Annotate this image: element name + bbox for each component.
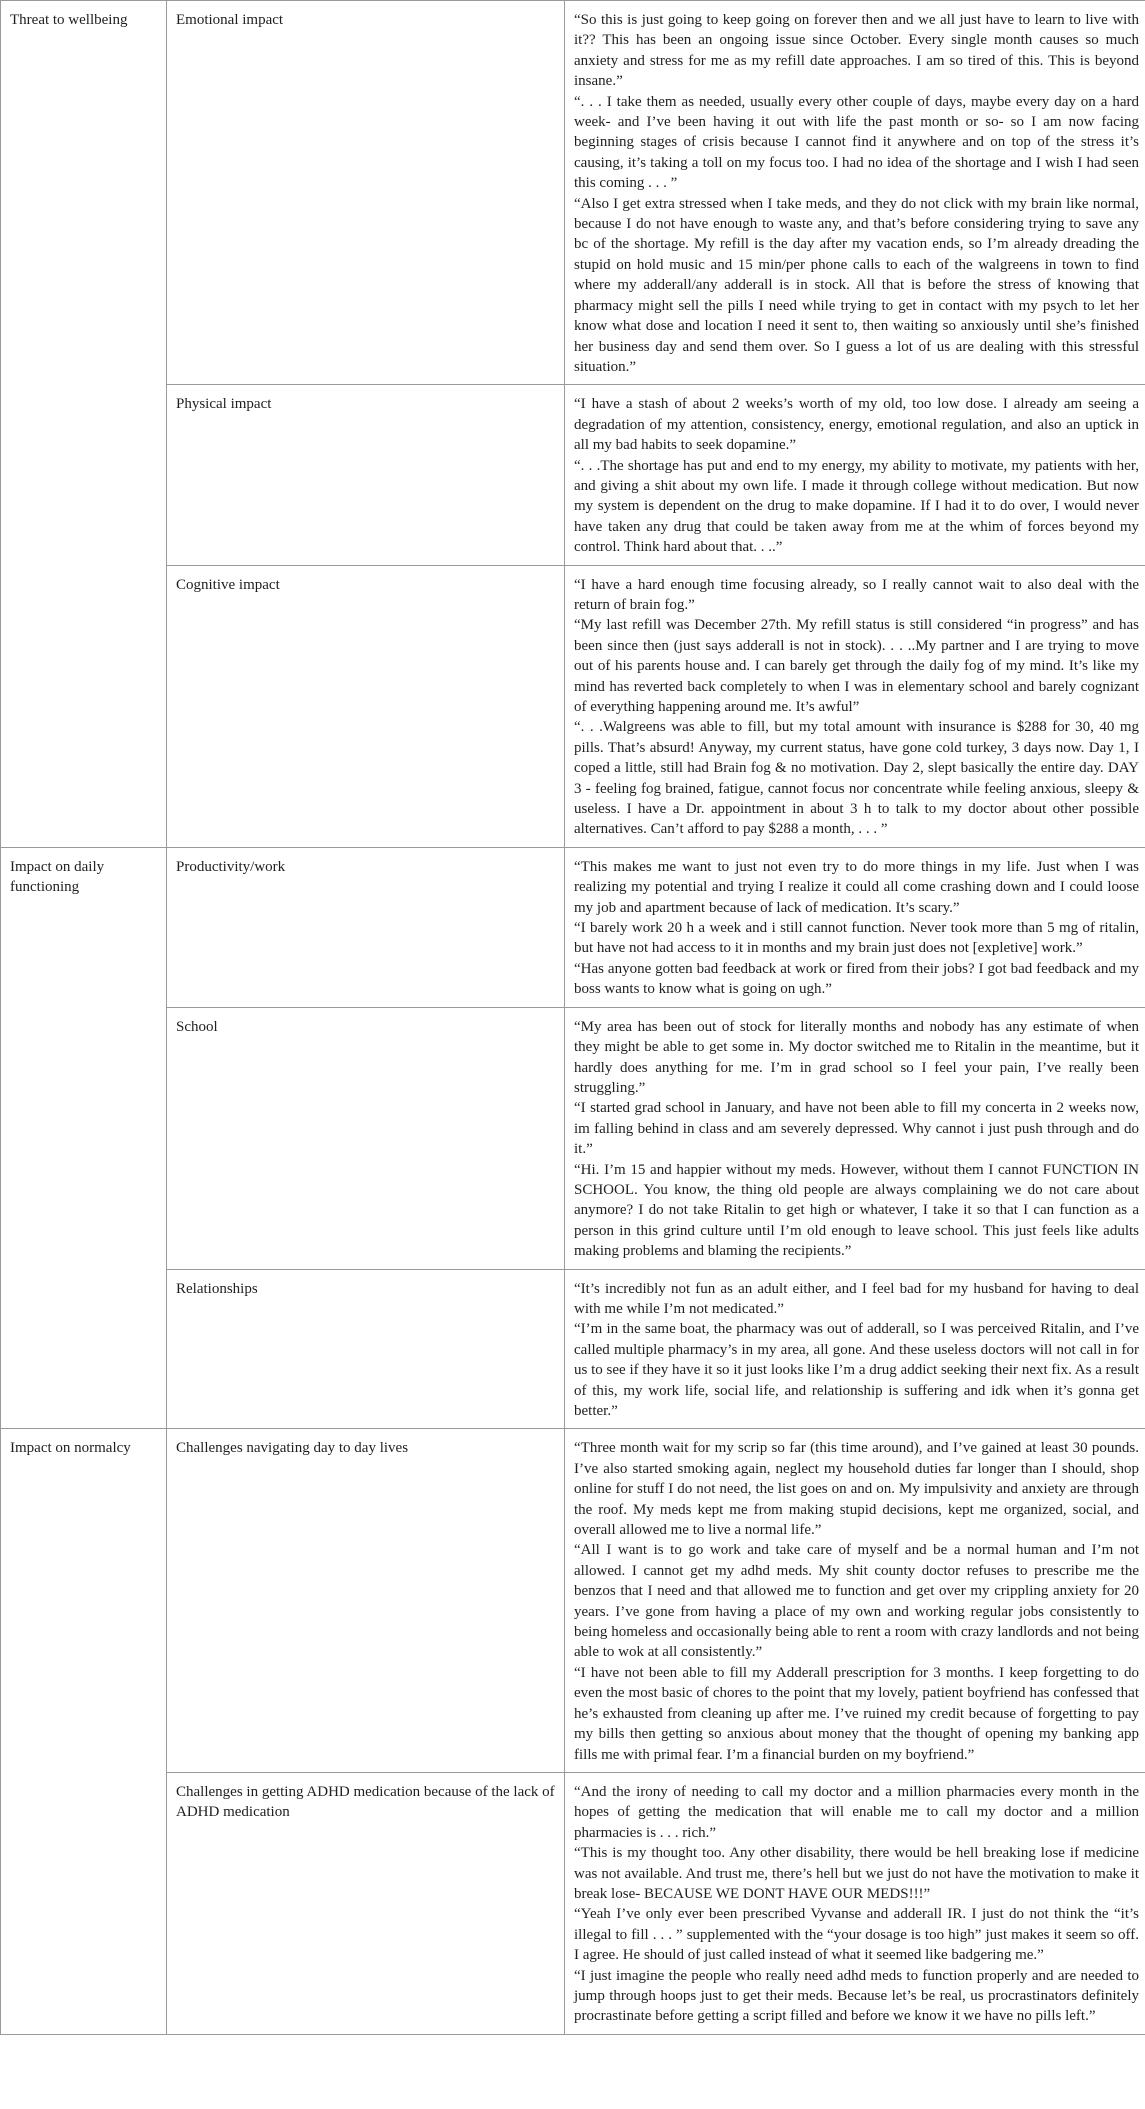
quotes-cell bbox=[565, 565, 1145, 847]
theme-cell: Impact on daily functioning bbox=[1, 847, 167, 1429]
quote-text: “So this is just going to keep going on forever then and we all just have to learn to live with it?? This has been an ongoing issue since October. Every single month causes so much anxiety and stress for me as my refill date approaches. I am so tired of this. This is beyond insane.” bbox=[574, 12, 1139, 90]
quote-text: “All I want is to go work and take care of myself and be a normal human and I’m not allowed. I cannot get my adhd meds. My shit county doctor refuses to prescribe me the benzos that I need and that allowed me to function and get over my crippling anxiety for 20 years. I’ve gone from having a place of my own and working regular jobs consistently to being homeless and occasionally being able to rent a room with crazy landlords and not being able to wok at all consistently.” bbox=[574, 1542, 1139, 1661]
quote-text: “I just imagine the people who really need adhd meds to function properly and are needed to jump through hoops just to get their meds. Because let’s be real, us procrastinators definitely procrastinate before getting a script filled and before we know it we have no pills left.” bbox=[574, 1967, 1139, 2025]
quote-text: “I have a stash of about 2 weeks’s worth of my old, too low dose. I already am seeing a degradation of my attention, consistency, energy, emotional regulation, and also an uptick in all my bad habits to seek dopamine.” bbox=[574, 396, 1139, 454]
quote-text: “Also I get extra stressed when I take meds, and they do not click with my brain like normal, because I do not have enough to waste any, and that’s before considering trying to save any bc of the shortage. My refill is the day after my vacation ends, so I’m already dreading the stupid on hold music and 15 min/per phone calls to each of the walgreens in town to find where my adderall/any adderall is in stock. All that is before the stress of knowing that pharmacy might sell the pills I need while trying to get in contact with my psych to let her know what dose and location I need it sent to, then waiting so anxiously until she’s finished her business day and send them over. So I guess a lot of us are dealing with this stressful situation.” bbox=[574, 195, 1139, 375]
quote-text: “It’s incredibly not fun as an adult either, and I feel bad for my husband for having to deal with me while I’m not medicated.” bbox=[574, 1280, 1139, 1317]
quote-text: “I’m in the same boat, the pharmacy was out of adderall, so I was perceived Ritalin, and I’ve called multiple pharmacy’s in my area, all gone. And these useless doctors will not call in for us to see if they have it so it just looks like I’m a drug addict seeking their next fix. As a result of this, my work life, social life, and relationship is suffering and idk when it’s gonna get better.” bbox=[574, 1321, 1139, 1419]
quote-text: “Hi. I’m 15 and happier without my meds. However, without them I cannot FUNCTION IN SCHOOL. You know, the thing old people are always complaining we do not care about anymore? I do not take Ritalin to get high or whatever, I take it so that I can function as a person in this grind culture until I’m old enough to leave school. This just feels like adults making problems and blaming the recipients.” bbox=[574, 1161, 1139, 1260]
subtheme-cell: Challenges navigating day to day lives bbox=[167, 1429, 565, 1773]
quotes-cell bbox=[565, 1007, 1145, 1269]
quote-text: “. . . I take them as needed, usually every other couple of days, maybe every day on a hard week- and I’ve been having it out with life the past month or so- so I am now facing beginning stages of crisis because I cannot find it anywhere and on top of the stress it’s causing, it’s taking a toll on my focus too. I had no idea of the shortage and I wish I had seen this coming . . . ” bbox=[574, 93, 1139, 192]
quote-text: “I barely work 20 h a week and i still cannot function. Never took more than 5 mg of ritalin, but have not had access to it in months and my brain just does not [expletive] work.” bbox=[574, 920, 1139, 957]
quote-text: “My last refill was December 27th. My refill status is still considered “in progress” and has been since then (just says adderall is not in stock). . . ..My partner and I are trying to move out of his parents house and. I can barely get through the daily fog of my mind. It’s like my mind has reverted back completely to when I was in elementary school and barely cognizant of everything happening around me. It’s awful” bbox=[574, 617, 1139, 715]
quote-text: “Three month wait for my scrip so far (this time around), and I’ve gained at least 30 pounds. I’ve also started smoking again, neglect my household duties far longer than I should, shop online for stuff I do not need, the list goes on and on. My impulsivity and anxiety are through the roof. My meds kept me from making stupid decisions, kept me organized, social, and overall allowed me to live a normal life.” bbox=[574, 1440, 1139, 1539]
table-row bbox=[1, 1269, 1145, 1429]
quote-text: “Yeah I’ve only ever been prescribed Vyvanse and adderall IR. I just do not think the “it’s illegal to fill . . . ” supplemented with the “your dosage is too high” just makes it seem so off. I agree. He should of just called instead of what it seemed like badgering me.” bbox=[574, 1906, 1139, 1964]
subtheme-cell: Relationships bbox=[167, 1269, 565, 1429]
table-row bbox=[1, 1, 1145, 385]
subtheme-cell: School bbox=[167, 1007, 565, 1269]
quotes-cell bbox=[565, 385, 1145, 565]
quote-text: “I have a hard enough time focusing already, so I really cannot wait to also deal with the return of brain fog.” bbox=[574, 576, 1139, 613]
table-row bbox=[1, 1772, 1145, 2034]
themes-table-body bbox=[1, 1, 1145, 2035]
theme-cell: Threat to wellbeing bbox=[1, 1, 167, 848]
quote-text: “I have not been able to fill my Adderall prescription for 3 months. I keep forgetting to do even the most basic of chores to the point that my lovely, patient boyfriend has confessed that he’s exhausted from cleaning up after me. I’ve ruined my credit because of forgetting to pay my bills then getting so anxious about money that the thought of opening my banking app fills me with primal fear. I’m a financial burden on my boyfriend.” bbox=[574, 1664, 1139, 1763]
table-row bbox=[1, 1429, 1145, 1773]
quote-text: “. . .The shortage has put and end to my energy, my ability to motivate, my patients with her, and giving a shit about my own life. I made it through college without medication. But now my system is dependent on the drug to make dopamine. If I had it to do over, I would never have taken any drug that could be taken away from me at the whim of forces beyond my control. Think hard about that. . ..” bbox=[574, 457, 1139, 556]
quotes-cell bbox=[565, 1429, 1145, 1773]
quote-text: “I started grad school in January, and have not been able to fill my concerta in 2 weeks now, im falling behind in class and am severely depressed. Why cannot i just push through and do it.” bbox=[574, 1100, 1139, 1158]
quotes-cell bbox=[565, 1, 1145, 385]
quotes-cell bbox=[565, 1269, 1145, 1429]
quote-text: “This is my thought too. Any other disability, there would be hell breaking lose if medicine was not available. And trust me, there’s hell but we just do not have the motivation to make it break lose- BECAUSE WE DONT HAVE OUR MEDS!!!” bbox=[574, 1845, 1139, 1902]
quote-text: “My area has been out of stock for literally months and nobody has any estimate of when they might be able to get some in. My doctor switched me to Ritalin in the meantime, but it hardly does anything for me. I’m in grad school so I feel your pain, I’ve really been struggling.” bbox=[574, 1018, 1139, 1096]
quote-text: “Has anyone gotten bad feedback at work or fired from their jobs? I got bad feedback and my boss wants to know what is going on ugh.” bbox=[574, 960, 1139, 998]
table-row bbox=[1, 565, 1145, 847]
quotes-cell bbox=[565, 1772, 1145, 2034]
subtheme-cell: Emotional impact bbox=[167, 1, 565, 385]
quotes-cell bbox=[565, 847, 1145, 1007]
quote-text: “. . .Walgreens was able to fill, but my total amount with insurance is $288 for 30, 40 mg pills. That’s absurd! Anyway, my current status, have gone cold turkey, 3 days now. Day 1, I coped a little, still had Brain fog & no motivation. Day 2, slept basically the entire day. DAY 3 - feeling fog brained, fatigue, cannot focus nor concentrate while feeling anxious, sleepy & useless. I have a Dr. appointment in about 3 h to talk to my doctor about other possible alternatives. Can’t afford to pay $288 a month, . . . ” bbox=[574, 719, 1139, 838]
quote-text: “This makes me want to just not even try to do more things in my life. Just when I was realizing my potential and trying I realize it could all come crashing down and I could loose my job and apartment because of lack of medication. It’s scary.” bbox=[574, 858, 1139, 916]
table-row bbox=[1, 847, 1145, 1007]
subtheme-cell: Cognitive impact bbox=[167, 565, 565, 847]
table-row bbox=[1, 385, 1145, 565]
subtheme-cell: Physical impact bbox=[167, 385, 565, 565]
subtheme-cell: Productivity/work bbox=[167, 847, 565, 1007]
table-row bbox=[1, 1007, 1145, 1269]
quote-text: “And the irony of needing to call my doctor and a million pharmacies every month in the hopes of getting the medication that will enable me to call my doctor and a million pharmacies is . . . rich.” bbox=[574, 1783, 1139, 1841]
theme-cell: Impact on normalcy bbox=[1, 1429, 167, 2034]
subtheme-cell: Challenges in getting ADHD medication because of the lack of ADHD medication bbox=[167, 1772, 565, 2034]
